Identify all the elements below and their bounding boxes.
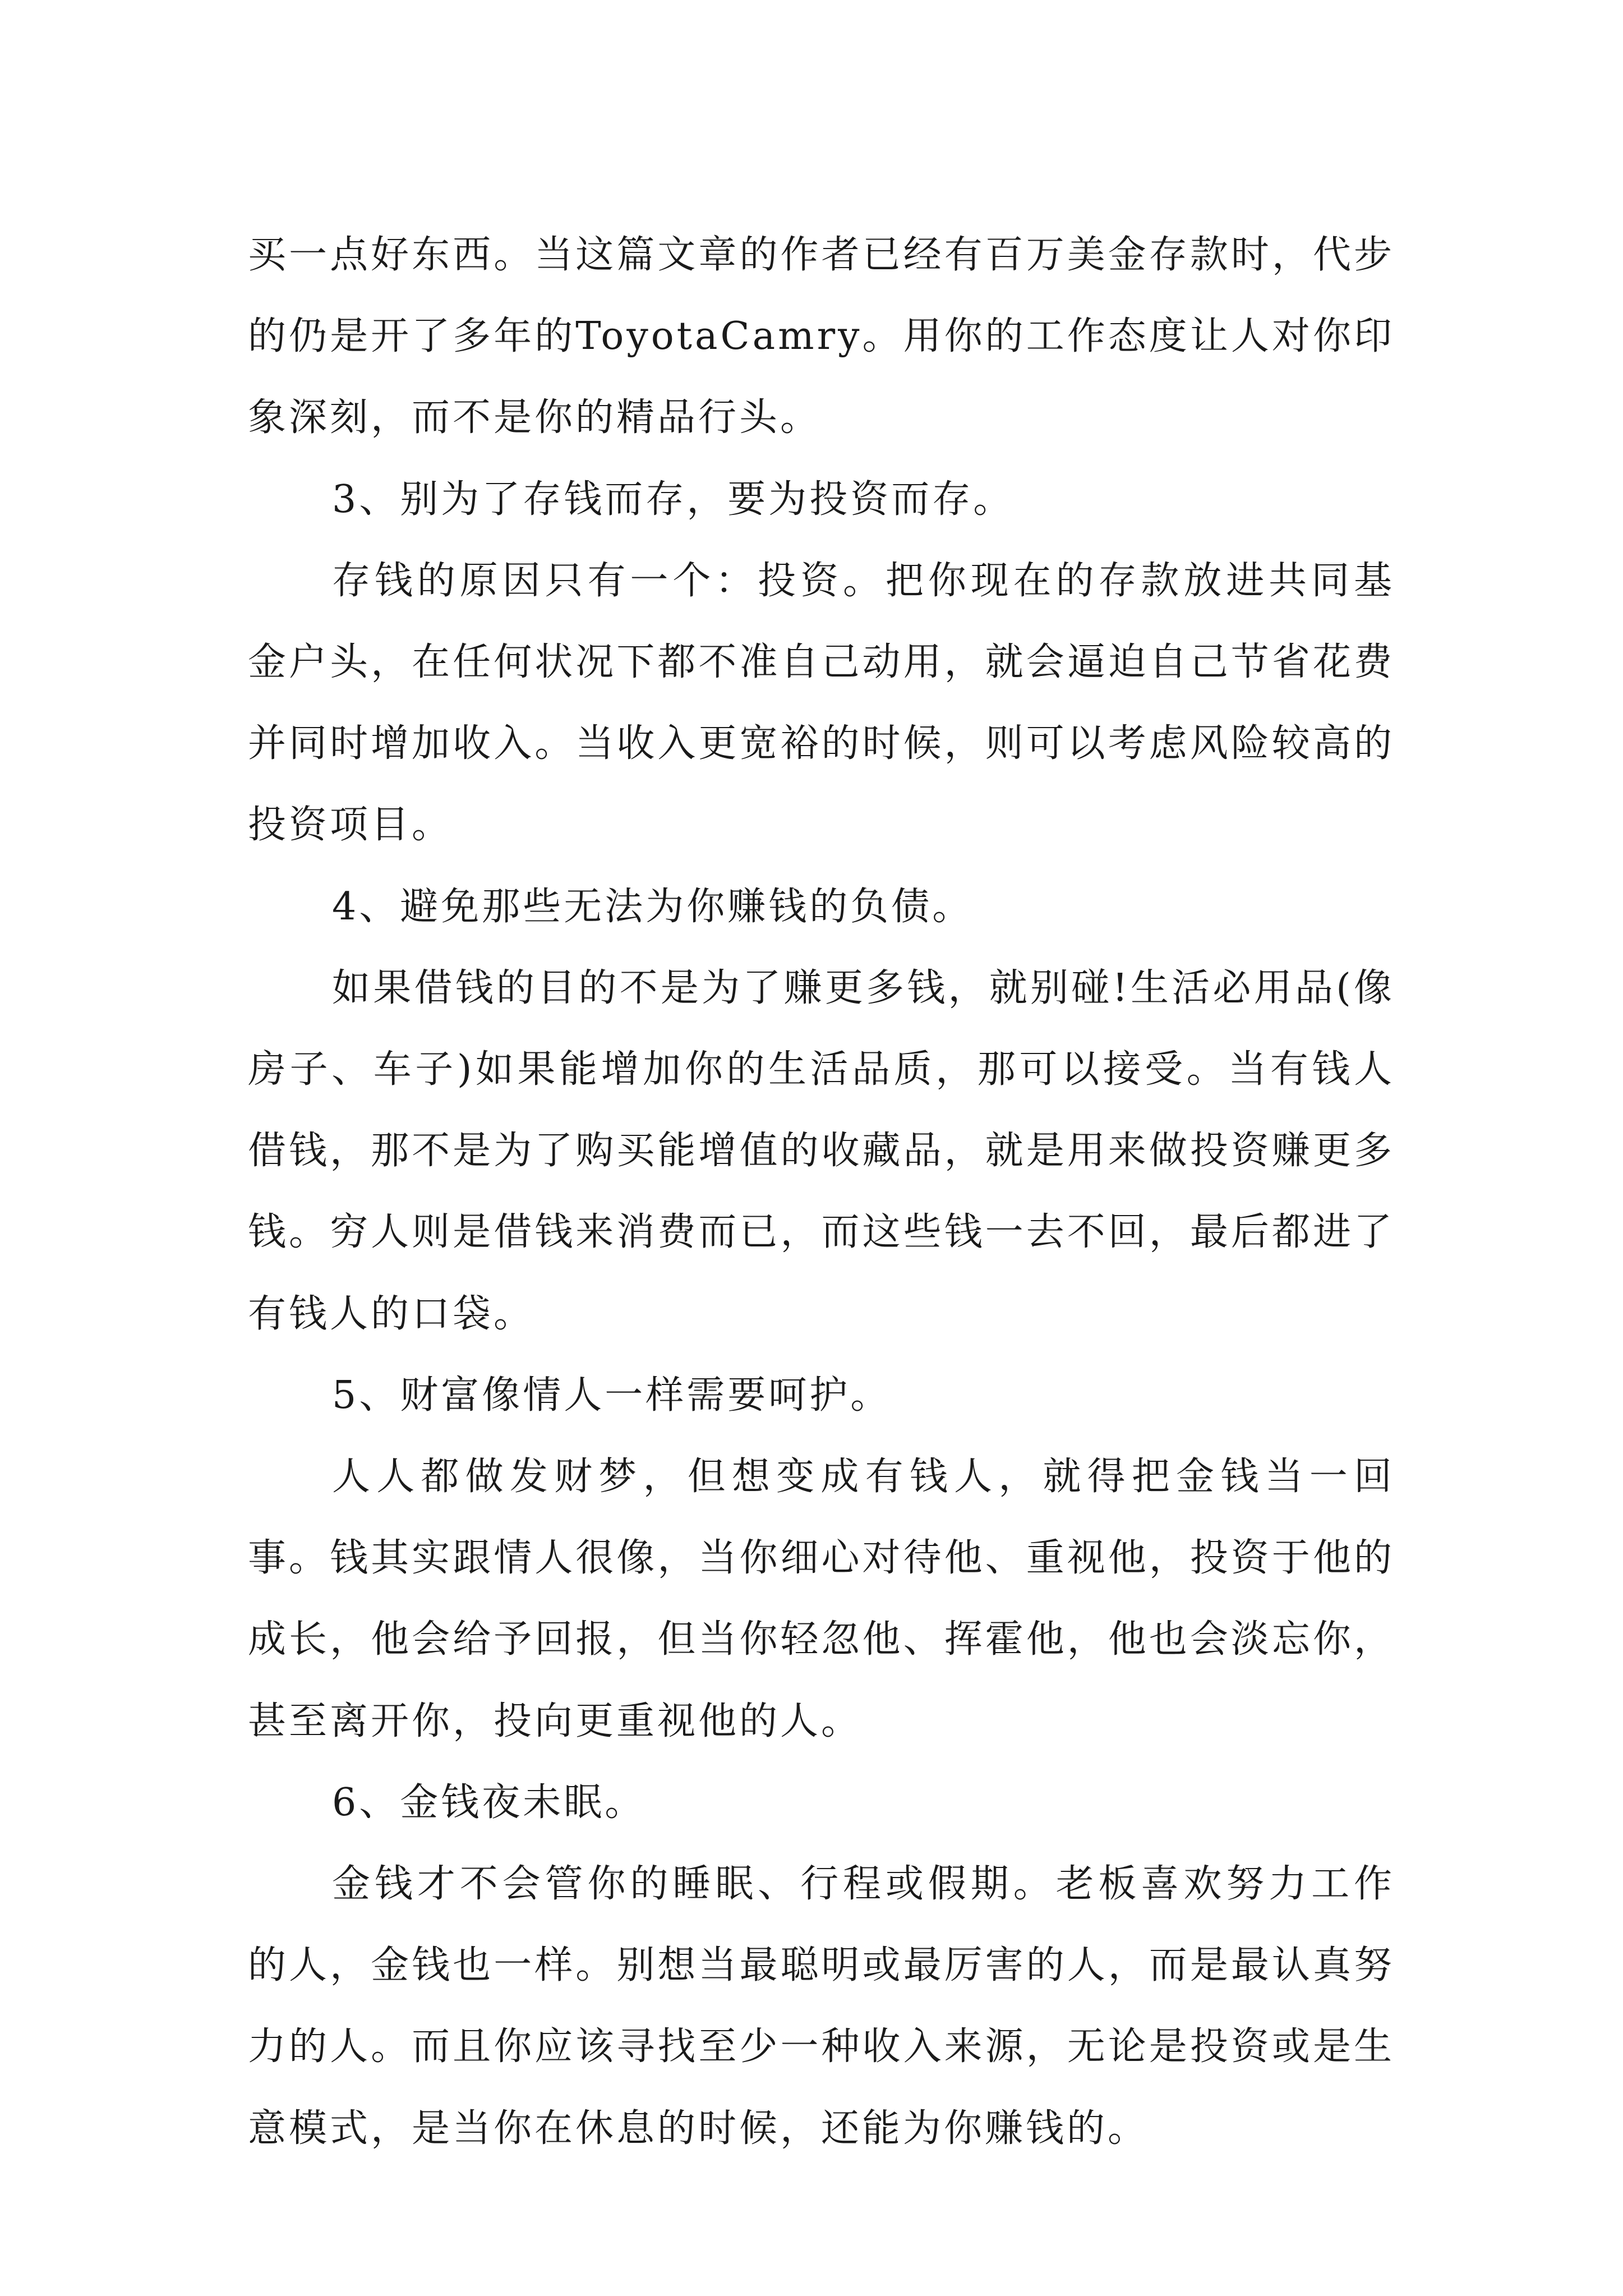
paragraph-debt: 如果借钱的目的不是为了赚更多钱，就别碰!生活必用品(像房子、车子)如果能增加你的生活品质，那可以接受。当有钱人借钱，那不是为了购买能增值的收藏品，就是用来做投资赚更多钱。穷人则是借钱来消费而已，而这些钱一去不回，最后都进了有钱人的口袋。	[248, 965, 1395, 1336]
heading-item-4: 4、避免那些无法为你赚钱的负债。	[332, 884, 974, 929]
heading-item-5: 5、财富像情人一样需要呵护。	[332, 1373, 892, 1418]
paragraph-money-never-sleeps: 金钱才不会管你的睡眠、行程或假期。老板喜欢努力工作的人，金钱也一样。别想当最聪明或最厉害的人，而是最认真努力的人。而且你应该寻找至少一种收入来源，无论是投资或是生意模式，是当你在休息的时候，还能为你赚钱的。	[248, 1862, 1395, 2151]
paragraph-savings-investment: 存钱的原因只有一个：投资。把你现在的存款放进共同基金户头，在任何状况下都不准自己动用，就会逼迫自己节省花费并同时增加收入。当收入更宽裕的时候，则可以考虑风险较高的投资项目。	[248, 558, 1395, 848]
heading-item-3: 3、别为了存钱而存，要为投资而存。	[332, 477, 1015, 522]
heading-item-6: 6、金钱夜未眠。	[332, 1780, 646, 1825]
paragraph-wealth-care: 人人都做发财梦，但想变成有钱人，就得把金钱当一回事。钱其实跟情人很像，当你细心对待他、重视他，投资于他的成长，他会给予回报，但当你轻忽他、挥霍他，他也会淡忘你，甚至离开你，投向更重视他的人。	[248, 1455, 1395, 1743]
document-body	[248, 214, 1395, 2169]
paragraph-car-example: 买一点好东西。当这篇文章的作者已经有百万美金存款时，代步的仍是开了多年的ToyotaCamry。用你的工作态度让人对你印象深刻，而不是你的精品行头。	[248, 233, 1395, 440]
